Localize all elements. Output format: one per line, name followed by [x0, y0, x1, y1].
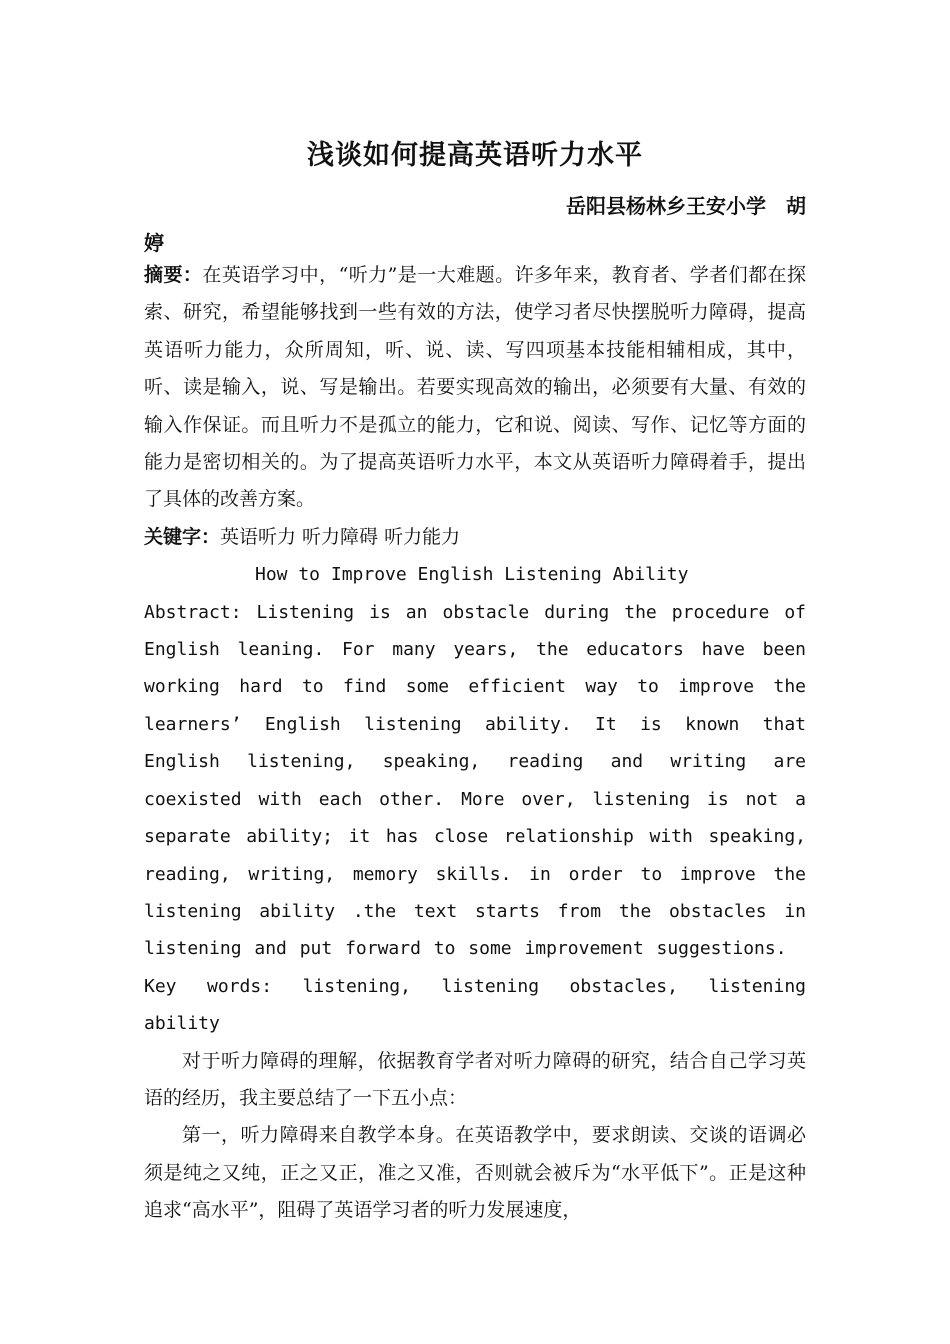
chinese-keywords: [144, 519, 806, 556]
body-paragraph-2: 第一，听力障碍来自教学本身。在英语教学中，要求朗读、交谈的语调必须是纯之又纯，正之又正，准之又准，否则就会被斥为“水平低下”。正是这种追求“高水平”，阻碍了英语学习者的听力发展速度，: [144, 1124, 806, 1222]
english-keywords: Key words: listening, listening obstacles, listening ability: [144, 975, 806, 1035]
keywords-text: 英语听力 听力障碍 听力能力: [220, 525, 461, 548]
chinese-abstract: [144, 257, 806, 519]
document-title: 浅谈如何提高英语听力水平: [307, 140, 643, 171]
author-affiliation: 岳阳县杨林乡王安小学 胡: [566, 194, 806, 218]
body-paragraph-1: 对于听力障碍的理解，依据教育学者对听力障碍的研究，结合自己学习英语的经历，我主要总结了一下五小点：: [144, 1049, 806, 1109]
document-body: [144, 257, 806, 1230]
english-abstract: Abstract: Listening is an obstacle during the procedure of English leaning. For many years, the educators have been working hard to find some efficient way to improve the learners’ English listening ability. It is known that English listening, speaking, reading and writing are coexisted with each other. More over, listening is not a separate ability; it has close relationship with speaking, reading, writing, memory skills. in order to improve the listening ability .the text starts from the obstacles in listening and put forward to some improvement suggestions.: [144, 601, 806, 960]
author-block: [144, 188, 806, 262]
keywords-label: 关键字：: [144, 525, 221, 548]
author-name-continued: 婷: [144, 231, 164, 255]
abstract-text: 在英语学习中，“听力”是一大难题。许多年来，教育者、学者们都在探索、研究，希望能够找到一些有效的方法，使学习者尽快摆脱听力障碍，提高英语听力能力，众所周知，听、说、读、写四项基本技能相辅相成，其中，听、读是输入，说、写是输出。若要实现高效的输出，必须要有大量、有效的输入作保证。而且听力不是孤立的能力，它和说、阅读、写作、记忆等方面的能力是密切相关的。为了提高英语听力水平，本文从英语听力障碍着手，提出了具体的改善方案。: [144, 264, 806, 511]
english-title: How to Improve English Listening Ability: [255, 564, 689, 586]
abstract-label: 摘要：: [144, 264, 203, 286]
